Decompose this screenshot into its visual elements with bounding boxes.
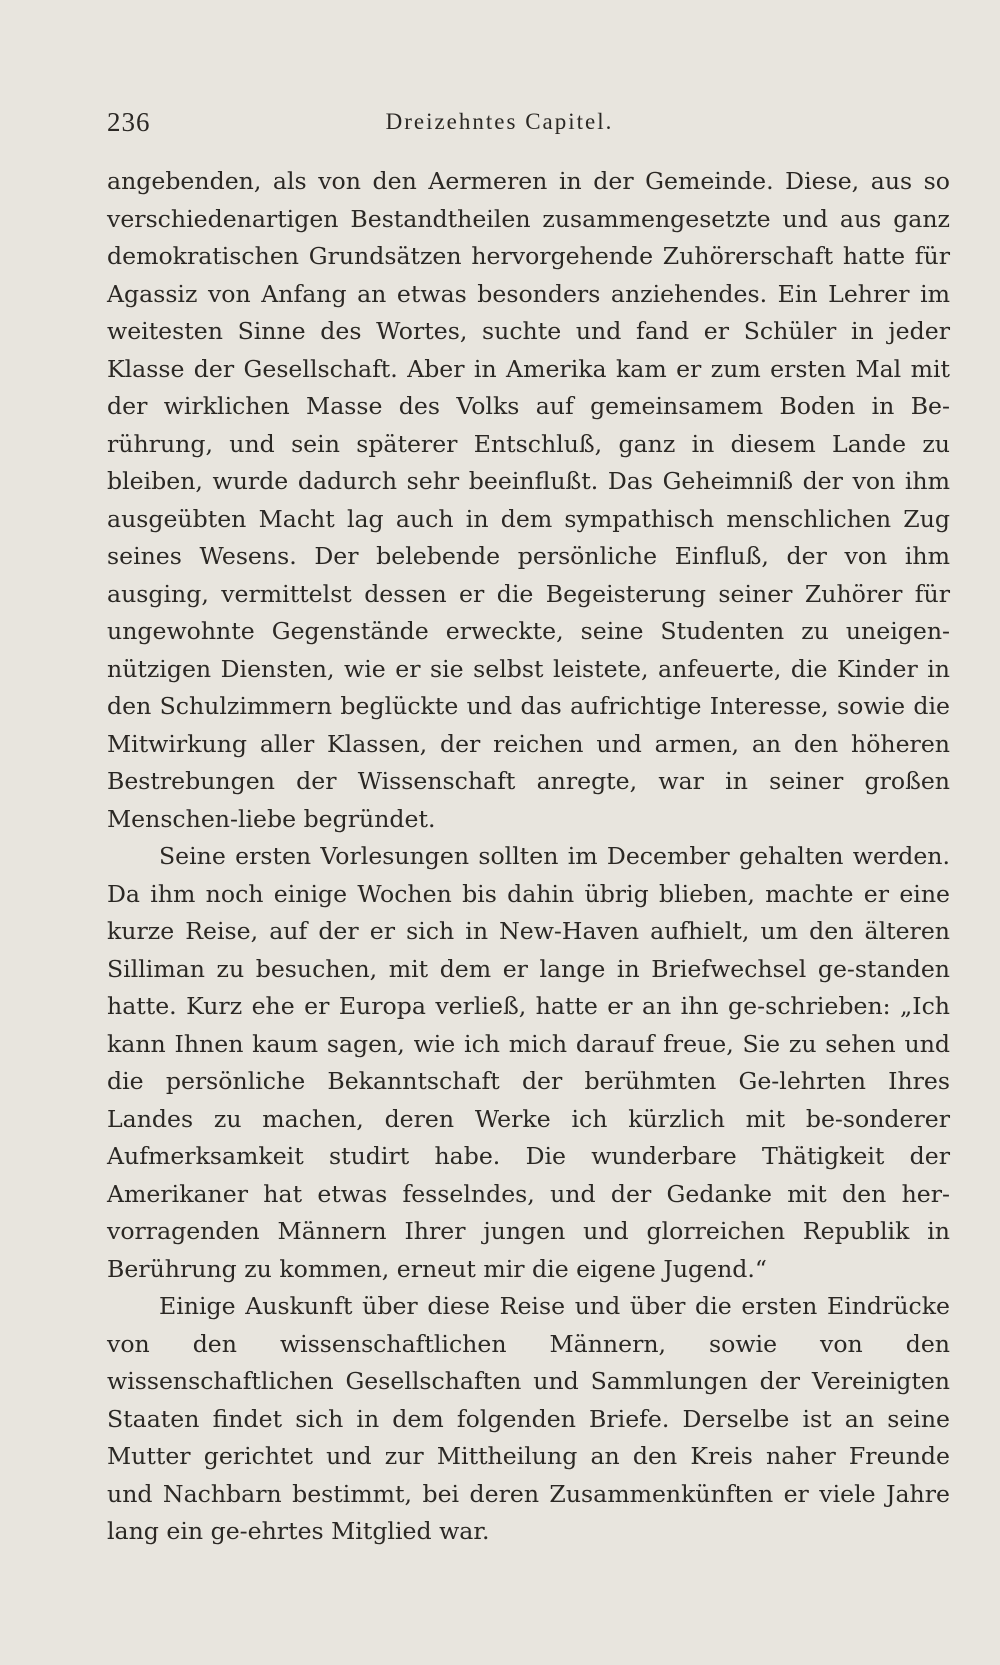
paragraph: Einige Auskunft über diese Reise und über die ersten Eindrücke von den wissenschaftlichen Männern, sowie von den wissenschaftlichen Gesellschaften und Sammlungen der Vereinigten Staaten findet sich in dem folgenden Briefe. Derselbe ist an seine Mutter gerichtet und zur Mittheilung an den Kreis naher Freunde und Nachbarn bestimmt, bei deren Zusammenkünften er viele Jahre lang ein ge-ehrtes Mitglied war. bbox=[107, 1292, 950, 1545]
page-number: 236 bbox=[107, 106, 151, 137]
page-header bbox=[107, 102, 892, 142]
paragraph: angebenden, als von den Aermeren in der Gemeinde. Diese, aus so verschiedenartigen Bestandtheilen zusammengesetzte und aus ganz demokratischen Grundsätzen hervorgehende Zuhörerschaft hatte für Agassiz von Anfang an etwas besonders anziehendes. Ein Lehrer im weitesten Sinne des Wortes, suchte und fand er Schüler in jeder Klasse der Gesellschaft. Aber in Amerika kam er zum ersten Mal mit der wirklichen Masse des Volks auf gemeinsamem Boden in Be-rührung, und sein späterer Entschluß, ganz in diesem Lande zu bleiben, wurde dadurch sehr beeinflußt. Das Geheimniß der von ihm ausgeübten Macht lag auch in dem sympathisch menschlichen Zug seines Wesens. Der belebende persönliche Einfluß, der von ihm ausging, vermittelst dessen er die Begeisterung seiner Zuhörer für ungewohnte Gegenstände erweckte, seine Studenten zu uneigen-nützigen Diensten, wie er sie selbst leistete, anfeuerte, die Kinder in den Schulzimmern beglückte und das aufrichtige Interesse, sowie die Mitwirkung aller Klassen, der reichen und armen, an den höheren Bestrebungen der Wissenschaft anregte, war in seiner großen Menschen-liebe begründet. bbox=[107, 167, 950, 833]
running-head: Dreizehntes Capitel. bbox=[385, 109, 614, 134]
paragraph: Seine ersten Vorlesungen sollten im December gehalten werden. Da ihm noch einige Wochen bis dahin übrig blieben, machte er eine kurze Reise, auf der er sich in New-Haven aufhielt, um den älteren Silliman zu besuchen, mit dem er lange in Briefwechsel ge-standen hatte. Kurz ehe er Europa verließ, hatte er an ihn ge-schrieben: „Ich kann Ihnen kaum sagen, wie ich mich darauf freue, Sie zu sehen und die persönliche Bekanntschaft der berühmten Ge-lehrten Ihres Landes zu machen, deren Werke ich kürzlich mit be-sonderer Aufmerksamkeit studirt habe. Die wunderbare Thätigkeit der Amerikaner hat etwas fesselndes, und der Gedanke mit den her-vorragenden Männern Ihrer jungen und glorreichen Republik in Berührung zu kommen, erneut mir die eigene Jugend.“ bbox=[107, 842, 950, 1283]
body-text bbox=[107, 163, 950, 1551]
